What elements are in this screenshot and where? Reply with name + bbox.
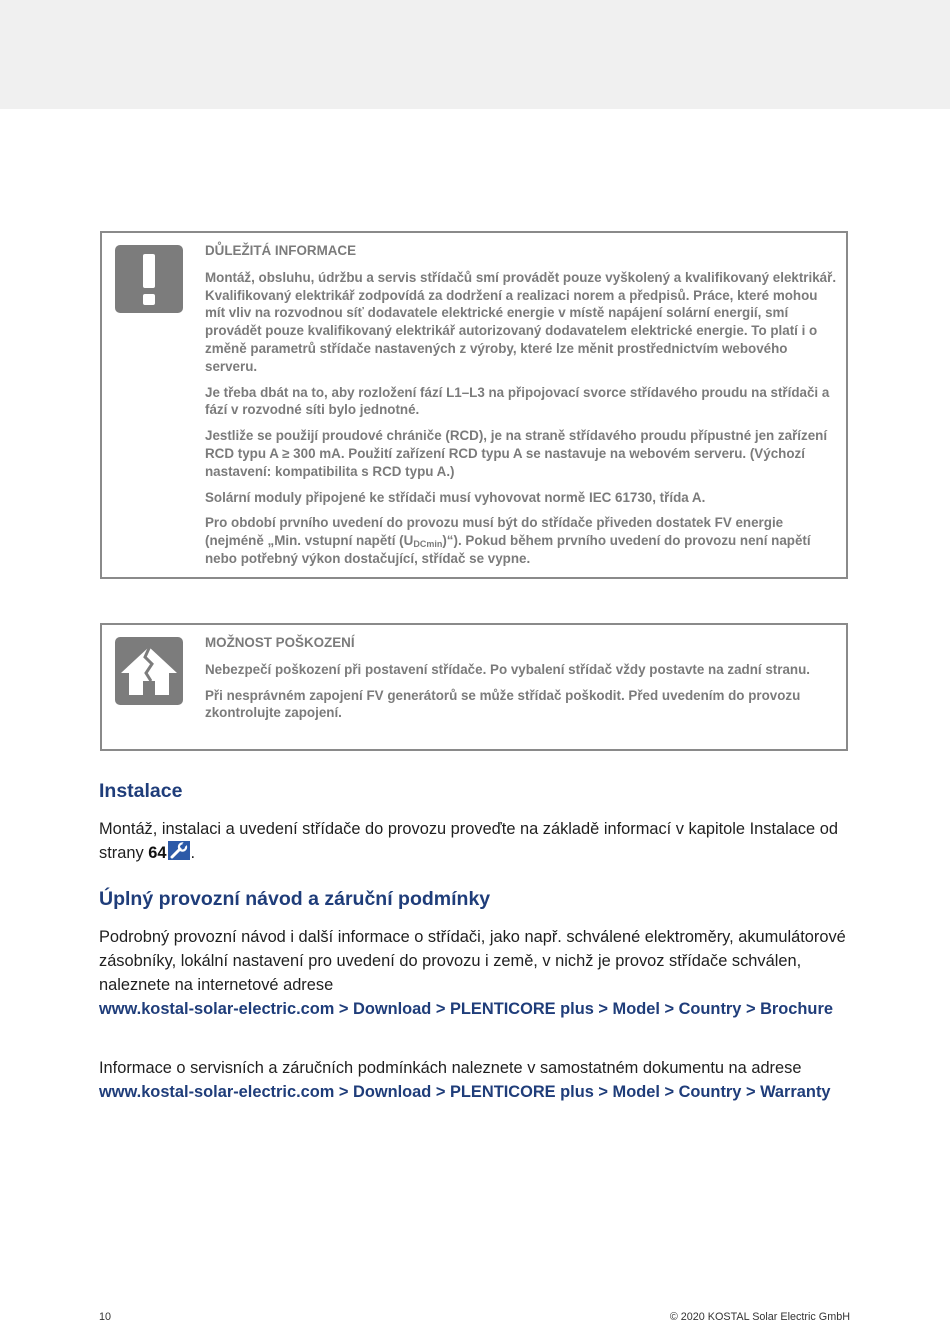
notice-paragraph: Jestliže se použijí proudové chrániče (RCD), je na straně střídavého proudu přípustné jen zařízení RCD typu A ≥ 300 mA. Použití zařízení RCD typu A se nastavuje na webovém serveru. (Výchozí nastavení: kompatibilita s RCD typu A.)	[205, 428, 828, 479]
damage-notice-content	[205, 634, 837, 730]
damage-notice-box	[100, 623, 848, 751]
manual-paragraph	[99, 925, 849, 1021]
manual-heading: Úplný provozní návod a záruční podmínky	[99, 888, 491, 910]
notice-text: )“). Pokud během prvního uvedení do provozu není napětí nebo potřebný výkon dostačující, střídač se vypne.	[205, 533, 811, 566]
warranty-text: Informace o servisních a záručních podmínkách naleznete v samostatném dokumentu na adrese	[99, 1059, 802, 1077]
important-notice-box	[100, 231, 848, 579]
important-notice-content	[205, 242, 837, 576]
page-number: 10	[99, 1311, 112, 1323]
subscript: DCmin	[413, 539, 443, 550]
brochure-link[interactable]: www.kostal-solar-electric.com > Download > PLENTICORE plus > Model > Country > Brochure	[99, 1000, 833, 1018]
page-reference[interactable]: 64	[148, 844, 167, 862]
notice-paragraph: Je třeba dbát na to, aby rozložení fází L1–L3 na připojovací svorce střídavého proudu na střídači a fází v rozvodné síti bylo jednotné.	[205, 384, 830, 418]
wrench-icon	[168, 841, 190, 860]
notice-text: Pro období prvního uvedení do provozu musí být do střídače přiveden dostatek FV energie (nejméně „Min. vstupní napětí (U	[205, 515, 784, 549]
installation-period: .	[190, 844, 195, 862]
manual-text: Podrobný provozní návod i další informace o střídači, jako např. schválené elektroměry, akumulátorové zásobníky, lokální nastavení pro uvedení do provozu i země, v nichž je provoz střídače schválen, naleznete na internetové adrese	[99, 928, 846, 994]
notice-paragraph: Nebezpečí poškození při postavení střídače. Po vybalení střídač vždy postavte na zadní stranu.	[205, 661, 810, 677]
notice-paragraph: Solární moduly připojené ke střídači musí vyhovovat normě IEC 61730, třída A.	[205, 489, 706, 505]
notice-paragraph: Při nesprávném zapojení FV generátorů se může střídač poškodit. Před uvedením do provozu zkontrolujte zapojení.	[205, 687, 801, 721]
installation-text	[99, 817, 849, 865]
installation-heading: Instalace	[99, 780, 183, 802]
copyright: © 2020 KOSTAL Solar Electric GmbH	[669, 1311, 850, 1323]
warranty-paragraph	[99, 1056, 849, 1104]
installation-paragraph: Montáž, instalaci a uvedení střídače do provozu proveďte na základě informací v kapitole Instalace od strany	[99, 820, 838, 862]
header-band	[0, 0, 950, 109]
notice-paragraph: Montáž, obsluhu, údržbu a servis střídačů smí provádět pouze vyškolený a kvalifikovaný elektrikář. Kvalifikovaný elektrikář zodpovídá za dodržení a realizaci norem a předpisů. Práce, které mohou mít vliv na rozvodnou síť dodavatele elektrické energie v místě napájení solární energií, smí provádět pouze kvalifikovaný elektrikář autorizovaný dodavatelem elektrické energie. To platí i o změně parametrů střídače nastavených z výroby, které lze měnit prostřednictvím webového serveru.	[205, 269, 837, 374]
notice-title: MOŽNOST POŠKOZENÍ	[205, 635, 355, 650]
exclamation-icon	[115, 245, 183, 313]
warranty-link[interactable]: www.kostal-solar-electric.com > Download > PLENTICORE plus > Model > Country > Warranty	[99, 1083, 831, 1101]
damaged-house-icon	[115, 637, 183, 705]
notice-title: DŮLEŽITÁ INFORMACE	[205, 243, 357, 258]
notice-paragraph	[205, 514, 837, 567]
